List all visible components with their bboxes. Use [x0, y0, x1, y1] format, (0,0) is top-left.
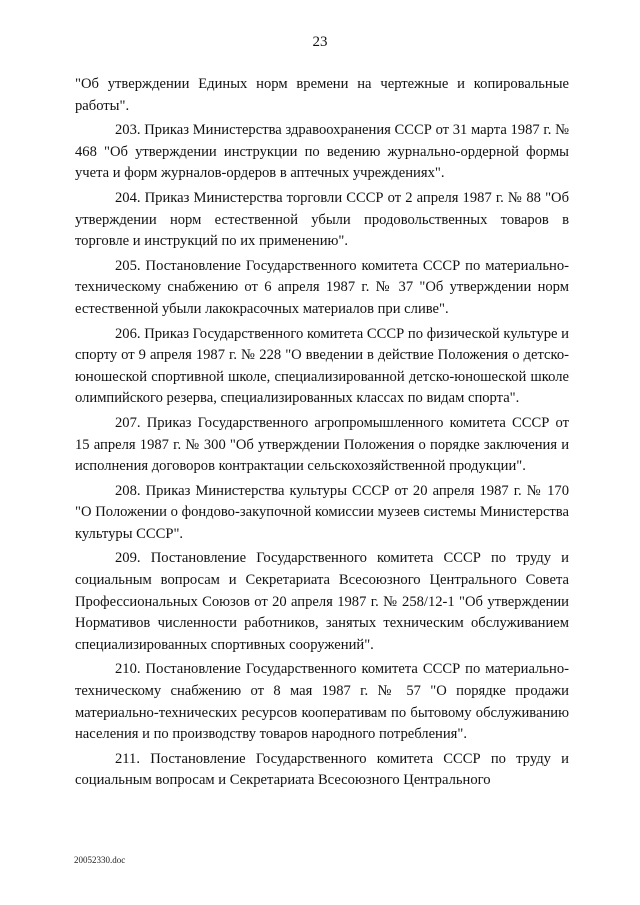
paragraph-item-209: 209. Постановление Государственного комитета СССР по труду и социальным вопросам и Секретариата Всесоюзного Центрального Совета Профессиональных Союзов от 20 апреля 1987 г. № 258/12-1 "Об утверждении Нормативов численности работников, занятых техническим обслуживанием специализированных спортивных сооружений". — [75, 550, 569, 653]
document-body — [75, 74, 569, 795]
paragraph-item-203: 203. Приказ Министерства здравоохранения СССР от 31 марта 1987 г. № 468 "Об утверждении инструкции по ведению журнально-ордерной формы учета и форм журналов-ордеров в аптечных учреждениях". — [75, 122, 569, 182]
file-name-footer: 20052330.doc — [74, 855, 126, 865]
paragraph-item-206: 206. Приказ Государственного комитета СССР по физической культуре и спорту от 9 апреля 1987 г. № 228 "О введении в действие Положения о детско-юношеской спортивной школе, специализированной детско-юношеской школе олимпийского резерва, специализированных классах по видам спорта". — [75, 325, 569, 407]
paragraph-item-204: 204. Приказ Министерства торговли СССР от 2 апреля 1987 г. № 88 "Об утверждении норм естественной убыли продовольственных товаров в торговле и инструкций по их применению". — [75, 189, 569, 250]
paragraph-item-210: 210. Постановление Государственного комитета СССР по материально-техническому снабжению от 8 мая 1987 г. № 57 "О порядке продажи материально-технических ресурсов кооперативам по бытовому обслуживанию населения и по производству товаров народного потребления". — [75, 661, 569, 743]
paragraph-item-207: 207. Приказ Государственного агропромышленного комитета СССР от 15 апреля 1987 г. № 300 "Об утверждении Положения о порядке заключения и исполнения договоров контрактации сельскохозяйственной продукции". — [75, 414, 569, 475]
paragraph-continuation: "Об утверждении Единых норм времени на чертежные и копировальные работы". — [75, 76, 569, 114]
paragraph-item-205: 205. Постановление Государственного комитета СССР по материально-техническому снабжению от 6 апреля 1987 г. № 37 "Об утверждении норм естественной убыли лакокрасочных материалов при сливе". — [75, 257, 569, 317]
page-number: 23 — [312, 34, 328, 50]
paragraph-item-211: 211. Постановление Государственного комитета СССР по труду и социальным вопросам и Секретариата Всесоюзного Центрального — [75, 750, 569, 789]
paragraph-item-208: 208. Приказ Министерства культуры СССР от 20 апреля 1987 г. № 170 "О Положении о фондово-закупочной комиссии музеев системы Министерства культуры СССР". — [75, 482, 569, 542]
